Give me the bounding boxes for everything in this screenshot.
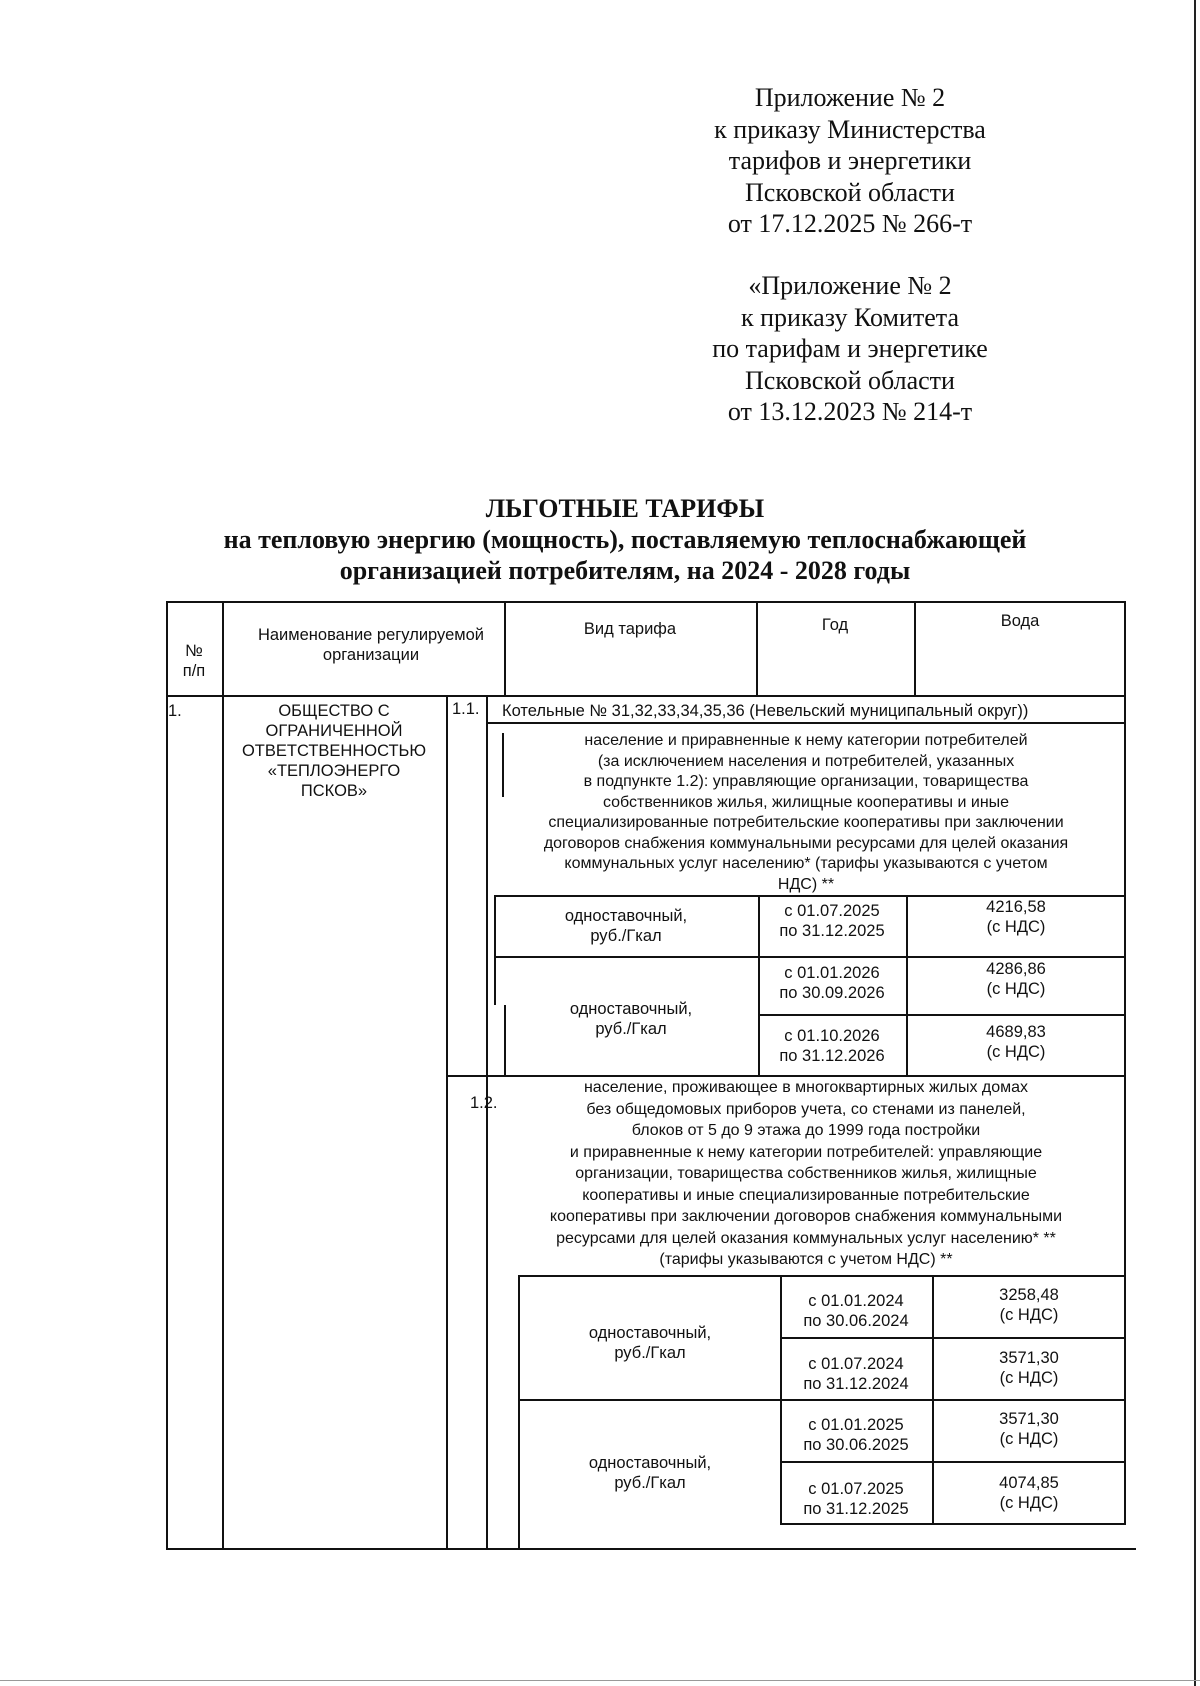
consumer-category: население и приравненные к нему категории потребителей (за исключением населения и потребителей, указанных в подпункте 1.2): управляющие организации, товарищества собственников жилья, жилищные кооперативы и иные специализированные потребительские кооперативы при заключении договоров снабжения коммунальными ресурсами для целей оказания коммунальных услуг населению* (тарифы указываются с учетом НДС) ** [543,732,1069,893]
tariff-value-cell: 4074,85 (с НДС) [999,1474,1059,1512]
annex-line: Приложение № 2 [754,83,946,112]
header-year: Год [821,616,849,634]
scan-page-edge [1194,0,1196,1686]
tariff-type-cell: одноставочный, руб./Гкал [588,1324,712,1362]
annex-line: тарифов и энергетики [728,146,972,175]
tariff-type-cell: одноставочный, руб./Гкал [588,1454,712,1492]
title-line: ЛЬГОТНЫЕ ТАРИФЫ [485,494,765,523]
period-cell: с 01.10.2026 по 31.12.2026 [779,1027,885,1065]
annex-line: Псковской области [745,365,955,395]
header-organization: Наименование регулируемой организации [257,626,485,664]
period-cell: с 01.01.2025 по 30.06.2025 [803,1416,909,1454]
title-line: организацией потребителям, на 2024 - 2028 годы [339,556,911,585]
annex-line: к приказу Комитета [740,302,959,332]
document-title [160,493,1090,586]
table-border [518,1275,520,1549]
table-border [758,1014,1126,1016]
tariff-table [166,601,1126,1549]
period-cell: с 01.07.2025 по 31.12.2025 [803,1480,909,1518]
section-number: 1.2. [470,1094,498,1112]
table-border [166,695,1126,697]
section-heading: Котельные № 31,32,33,34,35,36 (Невельский муниципальный округ)) [502,702,1029,720]
tariff-value-cell: 3258,48 (с НДС) [999,1286,1059,1324]
consumer-category: население, проживающее в многоквартирных жилых домах без общедомовых приборов учета, со стенами из панелей, блоков от 5 до 9 этажа до 1999 года постройки и приравненные к нему категории потребителей: управляющие организации, товарищества собственников жилья, жилищные кооперативы и иные специализированные потребительские кооперативы при заключении договоров снабжения коммунальными ресурсами для целей оказания коммунальных услуг населению* ** (тарифы указываются с учетом НДС) ** [549,1079,1063,1268]
row-number: 1. [168,702,182,720]
annex-line: «Приложение № 2 [748,271,952,300]
title-line: на тепловую энергию (мощность), поставляемую теплоснабжающей [223,525,1027,554]
table-border [166,601,168,1549]
table-border [780,1523,1126,1525]
tariff-value-cell: 4689,83 (с НДС) [986,1023,1046,1061]
organization-name: ОБЩЕСТВО С ОГРАНИЧЕННОЙ ОТВЕТСТВЕННОСТЬЮ «ТЕПЛОЭНЕРГО ПСКОВ» [241,702,427,800]
tariff-value-cell: 3571,30 (с НДС) [999,1410,1059,1448]
table-border [166,601,1126,603]
period-cell: с 01.07.2024 по 31.12.2024 [803,1355,909,1393]
annex-line: к приказу Министерства [714,114,986,144]
tariff-type-cell: одноставочный, руб./Гкал [564,907,688,945]
table-border [446,695,448,1549]
period-cell: с 01.01.2026 по 30.09.2026 [779,964,885,1002]
header-water: Вода [1000,612,1040,630]
table-border [494,956,1126,958]
section-number: 1.1. [452,700,480,718]
tariff-value-cell: 4286,86 (с НДС) [986,960,1046,998]
table-border [520,1275,1126,1277]
period-cell: с 01.07.2025 по 31.12.2025 [779,902,885,940]
table-border [780,1337,1126,1339]
header-tariff-type: Вид тарифа [583,620,677,638]
table-border [780,1461,1126,1463]
annex-line: от 17.12.2025 № 266-т [727,209,973,238]
tariff-value-cell: 3571,30 (с НДС) [999,1349,1059,1387]
annex-header-current [690,82,1010,240]
tariff-value-cell: 4216,58 (с НДС) [986,898,1046,936]
header-num: № п/п [182,642,206,680]
annex-header-previous [690,270,1010,428]
annex-line: по тарифам и энергетике [712,334,988,363]
annex-line: Псковской области [745,177,955,207]
period-cell: с 01.01.2024 по 30.06.2024 [803,1292,909,1330]
tariff-type-cell: одноставочный, руб./Гкал [569,1000,693,1038]
scan-bottom-edge [0,1680,1200,1681]
annex-line: от 13.12.2023 № 214-т [727,397,973,426]
table-border [520,1399,1126,1401]
table-border [166,1548,1136,1550]
